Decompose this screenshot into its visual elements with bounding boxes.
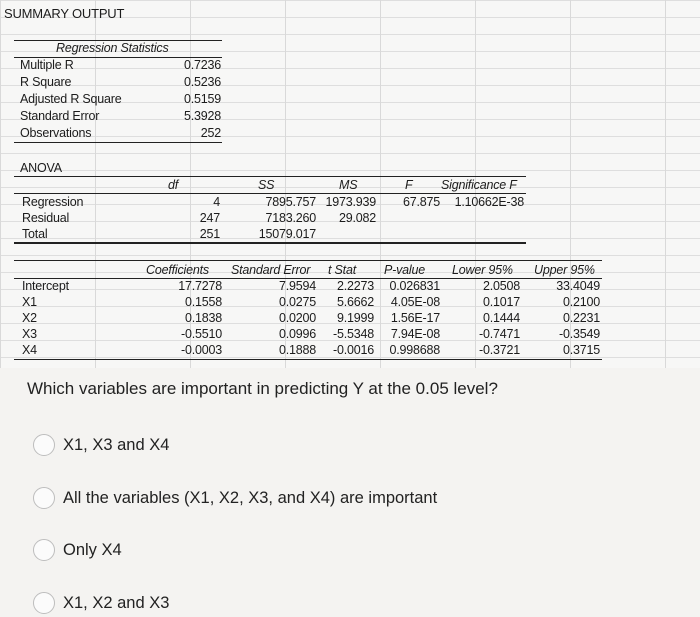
anova-f: 67.875 (402, 195, 440, 209)
option-label: Only X4 (63, 540, 122, 559)
coef-value: 17.7278 (178, 279, 222, 293)
coef-value: -0.0003 (181, 343, 222, 357)
coef-p: 4.05E-08 (390, 295, 440, 309)
anova-label: Residual (22, 211, 70, 225)
coef-value: -0.5510 (181, 327, 222, 341)
coef-lower: 0.1444 (482, 311, 520, 325)
regstats-label: Standard Error (20, 109, 100, 123)
radio-button[interactable] (33, 487, 55, 509)
anova-ss: 7183.260 (265, 211, 316, 225)
coef-label: X4 (22, 343, 37, 357)
radio-button[interactable] (33, 434, 55, 456)
answer-option-1[interactable] (33, 434, 169, 456)
coef-upper: 33.4049 (556, 279, 600, 293)
coef-label: Intercept (22, 279, 69, 293)
coef-header-lower: Lower 95% (452, 263, 513, 277)
coef-lower: -0.3721 (479, 343, 520, 357)
coef-value: 0.1838 (184, 311, 222, 325)
option-label: X1, X2 and X3 (63, 593, 170, 612)
coef-t: 2.2273 (336, 279, 374, 293)
answer-option-4[interactable] (33, 592, 169, 614)
regstats-value: 0.5159 (183, 92, 221, 106)
question-text: Which variables are important in predicting Y at the 0.05 level? (27, 379, 498, 398)
coef-p: 0.998688 (389, 343, 440, 357)
regstats-label: R Square (20, 75, 72, 89)
coef-upper: -0.3549 (559, 327, 600, 341)
anova-header-ss: SS (258, 178, 275, 192)
coef-header-upper: Upper 95% (534, 263, 595, 277)
regstats-value: 252 (200, 126, 221, 140)
regstats-bottom-line (14, 142, 222, 143)
coef-upper: 0.2100 (562, 295, 600, 309)
coef-se: 0.0996 (278, 327, 316, 341)
coef-upper: 0.3715 (562, 343, 600, 357)
coef-top-line (14, 260, 602, 261)
coef-se: 0.0200 (278, 311, 316, 325)
regstats-label: Adjusted R Square (20, 92, 122, 106)
regstats-label: Multiple R (20, 58, 74, 72)
coef-label: X3 (22, 327, 37, 341)
anova-header-sig: Significance F (441, 178, 517, 192)
anova-label: Regression (22, 195, 84, 209)
regstats-value: 0.5236 (183, 75, 221, 89)
anova-label: Total (22, 227, 48, 241)
anova-header-ms: MS (339, 178, 358, 192)
answer-option-3[interactable] (33, 539, 122, 561)
coef-t: -0.0016 (333, 343, 374, 357)
coef-lower: 2.0508 (482, 279, 520, 293)
radio-button[interactable] (33, 592, 55, 614)
anova-title: ANOVA (20, 161, 62, 175)
regstats-header: Regression Statistics (56, 41, 169, 55)
option-label: All the variables (X1, X2, X3, and X4) are important (63, 488, 438, 507)
coef-p: 0.026831 (389, 279, 440, 293)
summary-title: SUMMARY OUTPUT (4, 6, 125, 21)
anova-header-f: F (405, 178, 413, 192)
option-label: X1, X3 and X4 (63, 435, 170, 454)
coef-se: 0.1888 (278, 343, 316, 357)
anova-df: 247 (199, 211, 220, 225)
coef-lower: 0.1017 (482, 295, 520, 309)
coef-label: X2 (22, 311, 37, 325)
coef-upper: 0.2231 (562, 311, 600, 325)
anova-ms: 1973.939 (325, 195, 376, 209)
anova-bottom-line (14, 242, 526, 244)
anova-ms: 29.082 (338, 211, 376, 225)
coef-header-coefficients: Coefficients (146, 263, 209, 277)
coef-p: 7.94E-08 (390, 327, 440, 341)
anova-df: 251 (199, 227, 220, 241)
coef-se: 0.0275 (278, 295, 316, 309)
answer-option-2[interactable] (33, 487, 437, 509)
regstats-value: 5.3928 (183, 109, 221, 123)
coef-header-se: Standard Error (231, 263, 311, 277)
regstats-label: Observations (20, 126, 92, 140)
coef-label: X1 (22, 295, 37, 309)
regstats-value: 0.7236 (183, 58, 221, 72)
coef-t: 5.6662 (336, 295, 374, 309)
coef-t: -5.5348 (333, 327, 374, 341)
coef-bottom-line (14, 359, 602, 360)
coef-t: 9.1999 (336, 311, 374, 325)
anova-sig: 1.10662E-38 (454, 195, 524, 209)
anova-header-df: df (168, 178, 179, 192)
anova-ss: 7895.757 (265, 195, 316, 209)
coef-se: 7.9594 (278, 279, 316, 293)
coef-lower: -0.7471 (479, 327, 520, 341)
anova-ss: 15079.017 (258, 227, 316, 241)
anova-df: 4 (213, 195, 220, 209)
radio-button[interactable] (33, 539, 55, 561)
coef-header-pvalue: P-value (384, 263, 425, 277)
coef-p: 1.56E-17 (390, 311, 440, 325)
coef-header-tstat: t Stat (328, 263, 356, 277)
coef-value: 0.1558 (184, 295, 222, 309)
